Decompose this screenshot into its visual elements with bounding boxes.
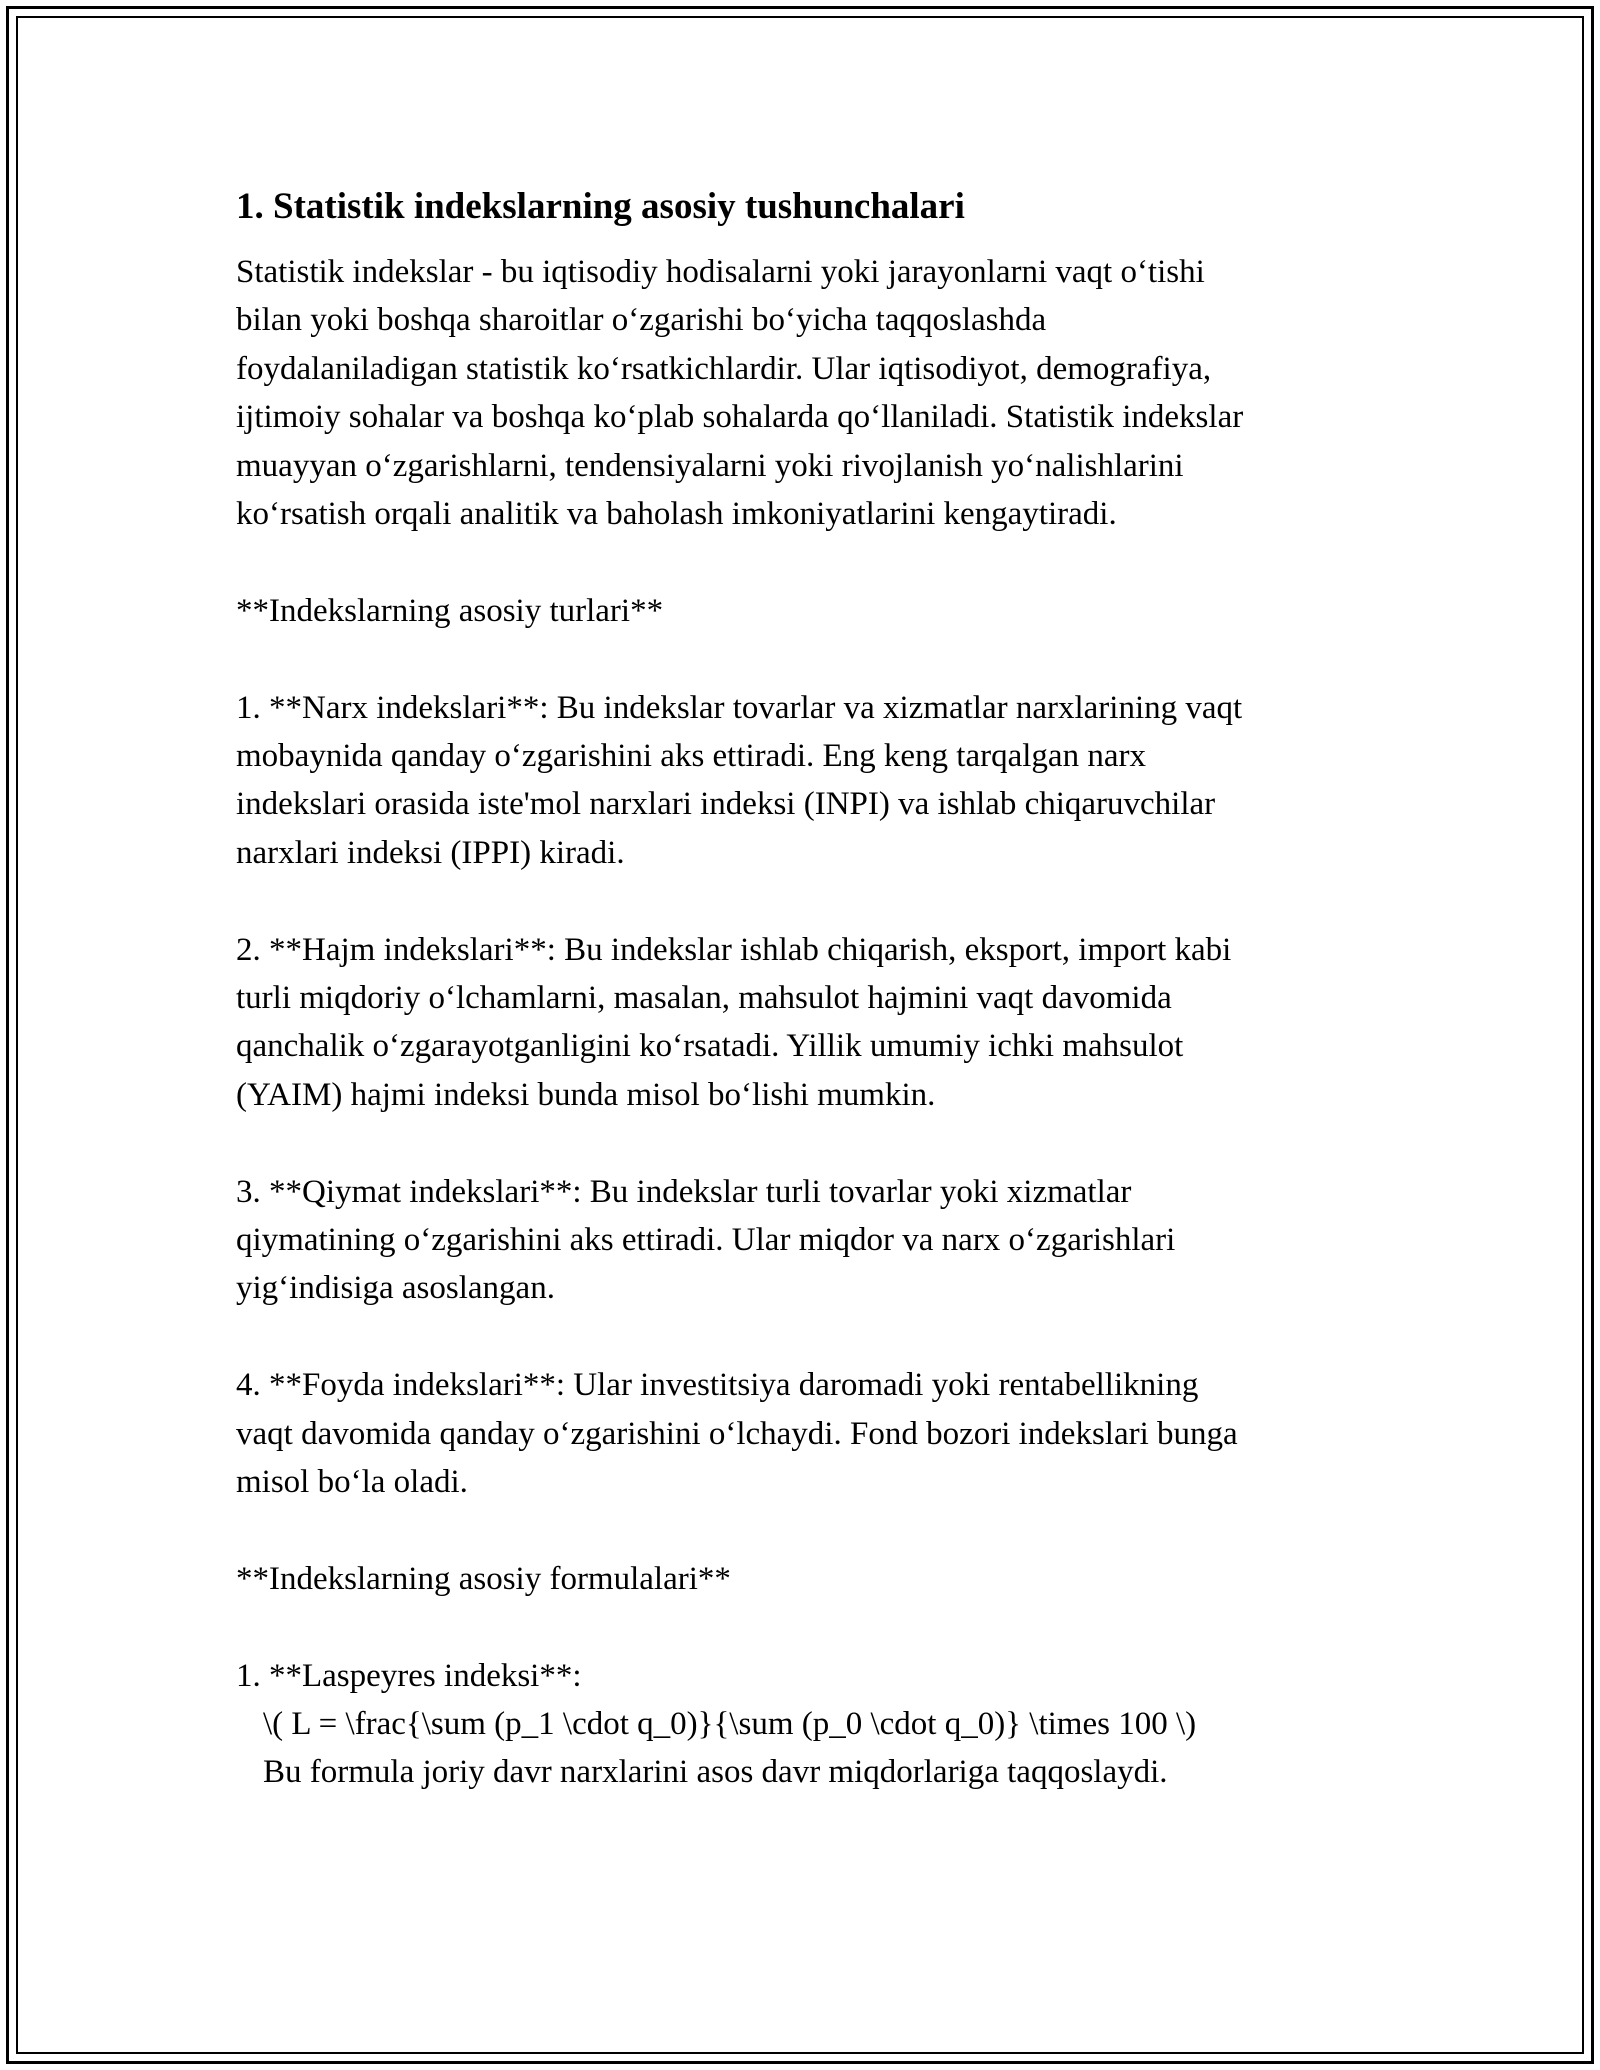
list-item-line: narxlari indeksi (IPPI) kiradi. (236, 834, 625, 871)
paragraph-gap (236, 877, 1386, 925)
list-item-line: 4. **Foyda indekslari**: Ular investitsiya daromadi yoki rentabellikning (236, 1367, 1199, 1404)
paragraph-gap (236, 538, 1386, 586)
intro-line: ko‘rsatish orqali analitik va baholash imkoniyatlarini kengaytiradi. (236, 496, 1117, 533)
paragraph-gap (236, 635, 1386, 683)
intro-line: bilan yoki boshqa sharoitlar o‘zgarishi bo‘yicha taqqoslashda (236, 302, 1047, 339)
paragraph-gap (236, 1119, 1386, 1167)
paragraph-gap (236, 1603, 1386, 1651)
formula-expression: \( L = \frac{\sum (p_1 \cdot q_0)}{\sum (p_0 \cdot q_0)} \times 100 \) (263, 1706, 1197, 1743)
list-item-volume-indexes (236, 926, 1386, 1120)
intro-line: Statistik indekslar - bu iqtisodiy hodisalarni yoki jarayonlarni vaqt o‘tishi (236, 254, 1205, 290)
list-item-value-indexes (236, 1168, 1386, 1313)
formula-description: Bu formula joriy davr narxlarini asos davr miqdorlariga taqqoslaydi. (263, 1754, 1168, 1791)
intro-line: ijtimoiy sohalar va boshqa ko‘plab sohalarda qo‘llaniladi. Statistik indekslar (236, 399, 1244, 436)
list-item-line: vaqt davomida qanday o‘zgarishini o‘lchaydi. Fond bozori indekslari bunga (236, 1415, 1238, 1452)
list-item-line: misol bo‘la oladi. (236, 1464, 468, 1501)
document-body (236, 183, 1386, 1797)
intro-paragraph (236, 248, 1386, 538)
section-heading: 1. Statistik indekslarning asosiy tushunchalari (236, 186, 965, 227)
list-item-line: indekslari orasida iste'mol narxlari indeksi (INPI) va ishlab chiqaruvchilar (236, 786, 1216, 823)
paragraph-gap (236, 1313, 1386, 1361)
list-item-line: (YAIM) hajmi indeksi bunda misol bo‘lishi mumkin. (236, 1076, 936, 1113)
formula-laspeyres (236, 1652, 1386, 1797)
list-item-line: mobaynida qanday o‘zgarishini aks ettiradi. Eng keng tarqalgan narx (236, 738, 1146, 775)
list-item-line: yig‘indisiga asoslangan. (236, 1270, 555, 1307)
list-item-line: 2. **Hajm indekslari**: Bu indekslar ishlab chiqarish, eksport, import kabi (236, 931, 1232, 968)
list-item-line: 1. **Narx indekslari**: Bu indekslar tovarlar va xizmatlar narxlarining vaqt (236, 689, 1243, 726)
list-item-profit-indexes (236, 1361, 1386, 1506)
formulas-heading: **Indekslarning asosiy formulalari** (236, 1560, 731, 1597)
paragraph-gap (236, 1506, 1386, 1554)
formula-title: 1. **Laspeyres indeksi**: (236, 1657, 582, 1694)
list-item-line: qiymatining o‘zgarishini aks ettiradi. Ular miqdor va narx o‘zgarishlari (236, 1222, 1176, 1259)
types-heading: **Indekslarning asosiy turlari** (236, 592, 664, 629)
list-item-line: qanchalik o‘zgarayotganligini ko‘rsatadi. Yillik umumiy ichki mahsulot (236, 1028, 1184, 1065)
list-item-line: 3. **Qiymat indekslari**: Bu indekslar turli tovarlar yoki xizmatlar (236, 1173, 1132, 1210)
list-item-price-indexes (236, 684, 1386, 878)
intro-line: muayyan o‘zgarishlarni, tendensiyalarni yoki rivojlanish yo‘nalishlarini (236, 447, 1184, 484)
list-item-line: turli miqdoriy o‘lchamlarni, masalan, mahsulot hajmini vaqt davomida (236, 980, 1172, 1017)
intro-line: foydalaniladigan statistik ko‘rsatkichlardir. Ular iqtisodiyot, demografiya, (236, 350, 1212, 387)
